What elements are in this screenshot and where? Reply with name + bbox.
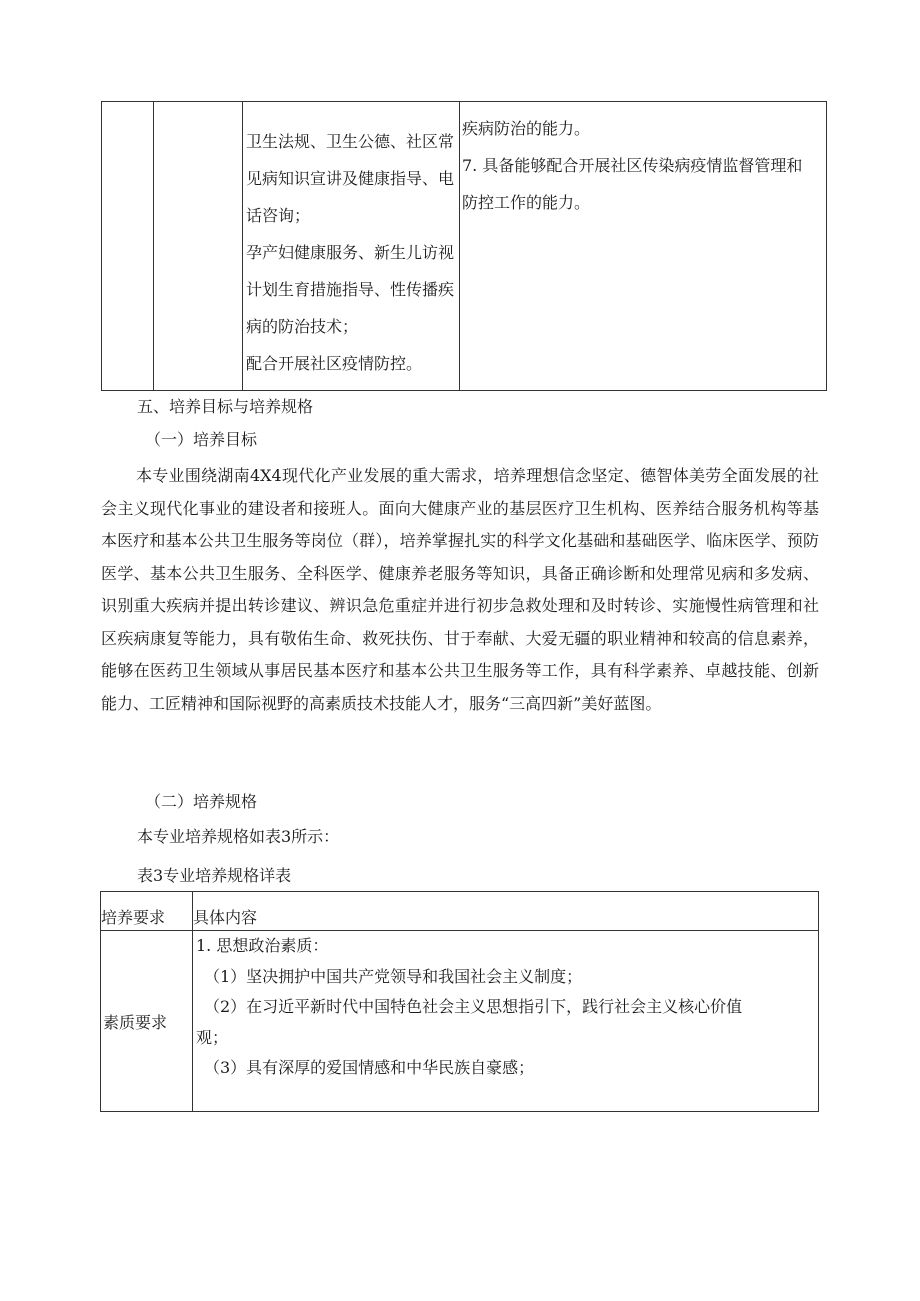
cell-line: 防控工作的能力。	[462, 193, 591, 212]
table-row	[102, 102, 827, 391]
table-cell-ability	[460, 102, 827, 391]
subsection-heading-goal: （一）培养目标	[145, 430, 258, 449]
subsection-heading-spec: （二）培养规格	[145, 792, 258, 811]
table-header-row	[101, 892, 819, 931]
cell-line: 卫生法规、卫生公德、社区常	[246, 132, 455, 151]
row-label-quality: 素质要求	[101, 931, 193, 1112]
table-cell-empty-1	[102, 102, 154, 391]
continuation-table	[101, 101, 827, 391]
cell-line: 病的防治技术；	[246, 317, 359, 336]
cell-line: 见病知识宣讲及健康指导、电	[246, 169, 455, 188]
spec-intro: 本专业培养规格如表3所示：	[137, 827, 340, 846]
detail-line: （2）在习近平新时代中国特色社会主义思想指引下，践行社会主义核心价值	[204, 997, 743, 1016]
cell-line: 7. 具备能够配合开展社区传染病疫情监督管理和	[462, 156, 803, 175]
goal-paragraph: 本专业围绕湖南4X4现代化产业发展的重大需求，培养理想信念坚定、德智体美劳全面发展的社会主义现代化事业的建设者和接班人。面向大健康产业的基层医疗卫生机构、医养结合服务机构等基本医疗和基本公共卫生服务等岗位（群），培养掌握扎实的科学文化基础和基础医学、临床医学、预防医学、基本公共卫生服务、全科医学、健康养老服务等知识，具备正确诊断和处理常见病和多发病、识别重大疾病并提出转诊建议、辨识急危重症并进行初步急救处理和及时转诊、实施慢性病管理和社区疾病康复等能力，具有敬佑生命、救死扶伤、甘于奉献、大爱无疆的职业精神和较高的信息素养，能够在医药卫生领域从事居民基本医疗和基本公共卫生服务等工作，具有科学素养、卓越技能、创新能力、工匠精神和国际视野的高素质技术技能人才，服务“三高四新”美好蓝图。	[101, 466, 819, 713]
table-row	[101, 931, 819, 1112]
detail-line: （3）具有深厚的爱国情感和中华民族自豪感；	[204, 1058, 535, 1077]
detail-line: 观；	[196, 1027, 229, 1047]
table-cell-empty-2	[154, 102, 243, 391]
spec-table	[100, 891, 819, 1112]
detail-line: 1. 思想政治素质：	[196, 936, 329, 955]
cell-line: 疾病防治的能力。	[462, 119, 591, 138]
section-heading: 五、培养目标与培养规格	[137, 397, 314, 416]
row-detail-quality	[193, 931, 819, 1112]
cell-line: 孕产妇健康服务、新生儿访视	[246, 243, 455, 262]
cell-line: 配合开展社区疫情防控。	[246, 354, 423, 373]
detail-line: （1）坚决拥护中国共产党领导和我国社会主义制度；	[204, 966, 583, 986]
cell-line: 话咨询；	[246, 206, 311, 225]
table-caption: 表3专业培养规格详表	[137, 866, 292, 885]
header-cell-requirement: 培养要求	[101, 892, 193, 931]
cell-line: 计划生育措施指导、性传播疾	[246, 280, 455, 299]
header-cell-content: 具体内容	[193, 892, 819, 931]
table-cell-work-content	[243, 102, 460, 391]
